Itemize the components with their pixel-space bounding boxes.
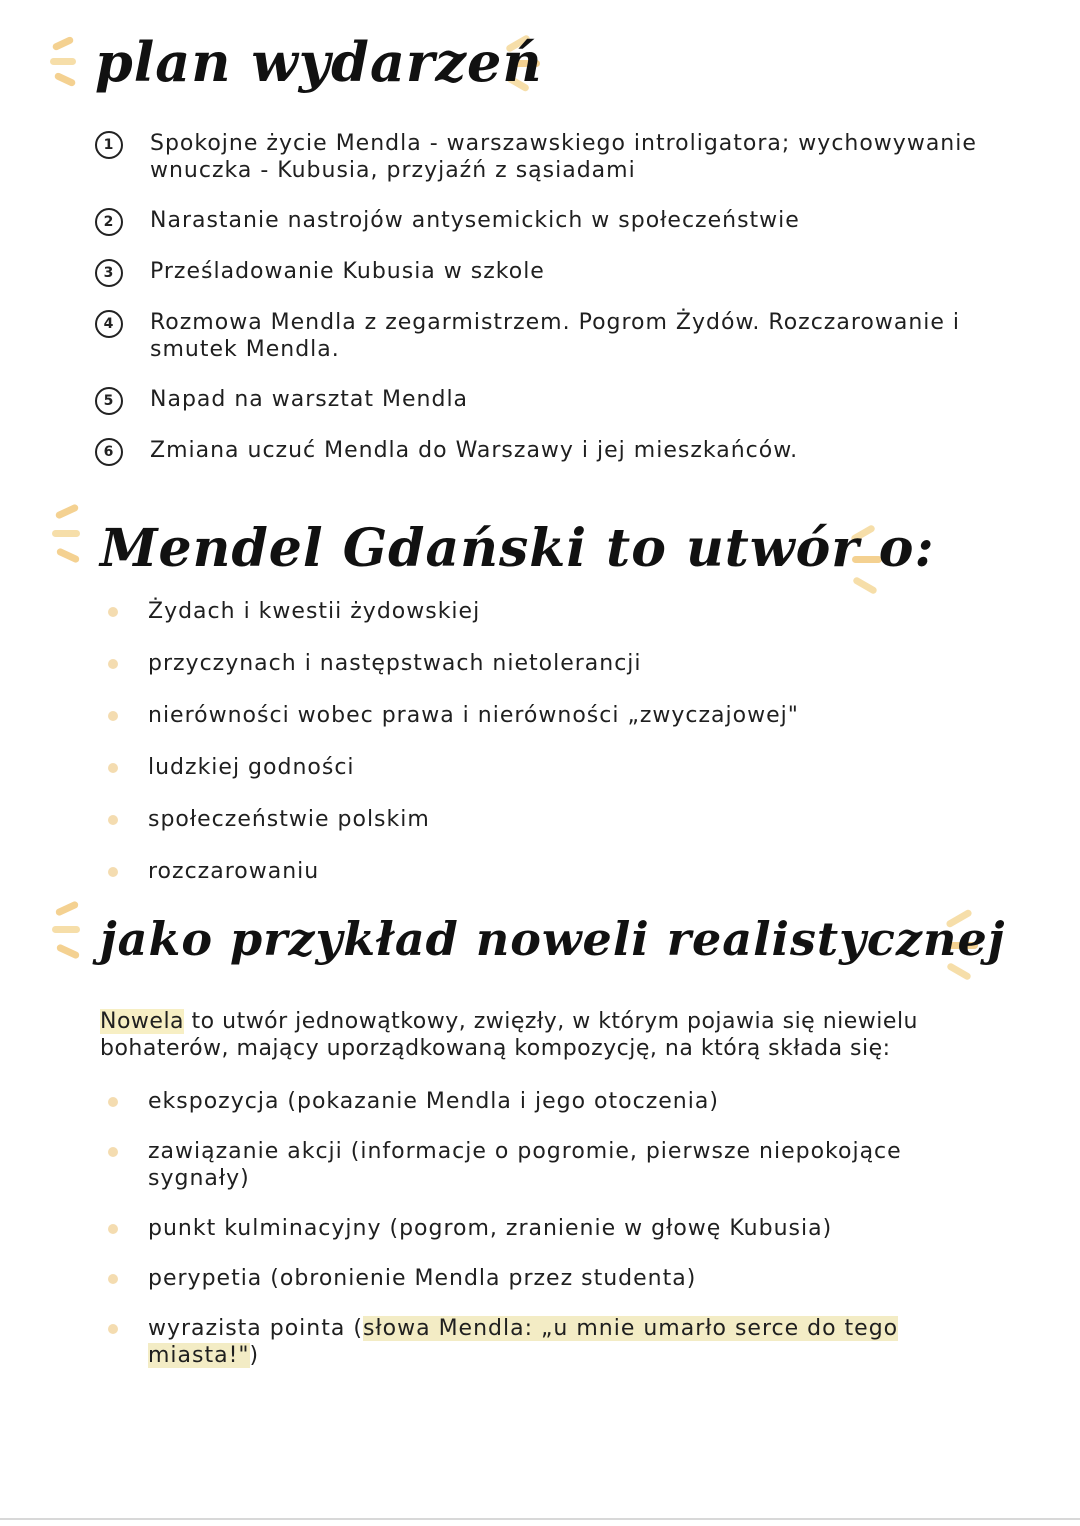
bullet-icon [108,763,118,773]
list-item-text: przyczynach i następstwach nietolerancji [148,651,642,676]
plan-list [95,130,1035,464]
number-3-icon: 3 [95,259,123,287]
bullet-icon [108,1274,118,1284]
bullet-icon [108,711,118,721]
list-item [100,598,1000,625]
definition-text: to utwór jednowątkowy, zwięzły, w którym pojawia się niewielu bohaterów, mający uporządkowaną kompozycję, na którą składa się: [100,1009,918,1061]
list-item-text: społeczeństwie polskim [148,807,430,832]
plan-item-text: Spokojne życie Mendla - warszawskiego introligatora; wychowywanie wnuczka - Kubusia, przyjaźń z sąsiadami [150,131,977,183]
list-item [100,1088,1000,1115]
list-item [100,650,1000,677]
plan-item-text: Narastanie nastrojów antysemickich w społeczeństwie [150,208,800,233]
plan-item [95,437,1035,464]
list-item-text: nierówności wobec prawa i nierówności „zwyczajowej" [148,703,799,728]
about-heading: Mendel Gdański to utwór o: [100,518,935,579]
list-item-text: rozczarowaniu [148,859,320,884]
plan-item-text: Napad na warsztat Mendla [150,387,469,412]
plan-item [95,130,1035,184]
list-item [100,702,1000,729]
novella-definition [100,1008,970,1062]
page-edge-divider [0,1518,1080,1520]
bullet-icon [108,1224,118,1234]
list-item [100,1315,1000,1369]
list-item-text: wyrazista pointa ( [148,1316,363,1341]
highlighted-quote: słowa Mendla: „u mnie umarło serce do tego miasta!" [148,1316,899,1368]
bullet-icon [108,867,118,877]
about-list [100,598,1000,885]
list-item [100,1215,1000,1242]
definition-term: Nowela [100,1009,185,1034]
bullet-icon [108,815,118,825]
list-item [100,754,1000,781]
plan-item [95,207,1035,234]
bullet-icon [108,659,118,669]
list-item [100,1265,1000,1292]
plan-item-text: Rozmowa Mendla z zegarmistrzem. Pogrom Żydów. Rozczarowanie i smutek Mendla. [150,310,961,362]
bullet-icon [108,607,118,617]
bullet-icon [108,1324,118,1334]
composition-list [100,1088,1000,1369]
number-6-icon: 6 [95,438,123,466]
number-5-icon: 5 [95,387,123,415]
plan-item-text: Zmiana uczuć Mendla do Warszawy i jej mieszkańców. [150,438,799,463]
plan-item-text: Prześladowanie Kubusia w szkole [150,259,545,284]
list-item-suffix: ) [249,1343,260,1368]
bullet-icon [108,1097,118,1107]
novella-heading: jako przykład noweli realistycznej [100,912,1006,966]
bullet-icon [108,1147,118,1157]
list-item [100,1138,1000,1192]
plan-item [95,386,1035,413]
plan-item [95,258,1035,285]
list-item-text: perypetia (obronienie Mendla przez studenta) [148,1266,697,1291]
list-item [100,858,1000,885]
list-item-text: zawiązanie akcji (informacje o pogromie, pierwsze niepokojące sygnały) [148,1139,902,1191]
list-item-text: Żydach i kwestii żydowskiej [148,599,481,624]
list-item [100,806,1000,833]
plan-item [95,309,1035,363]
number-1-icon: 1 [95,131,123,159]
list-item-text: ludzkiej godności [148,755,355,780]
list-item-text: ekspozycja (pokazanie Mendla i jego otoczenia) [148,1089,719,1114]
number-2-icon: 2 [95,208,123,236]
number-4-icon: 4 [95,310,123,338]
list-item-text: punkt kulminacyjny (pogrom, zranienie w głowę Kubusia) [148,1216,833,1241]
plan-heading: plan wydarzeń [95,30,543,94]
